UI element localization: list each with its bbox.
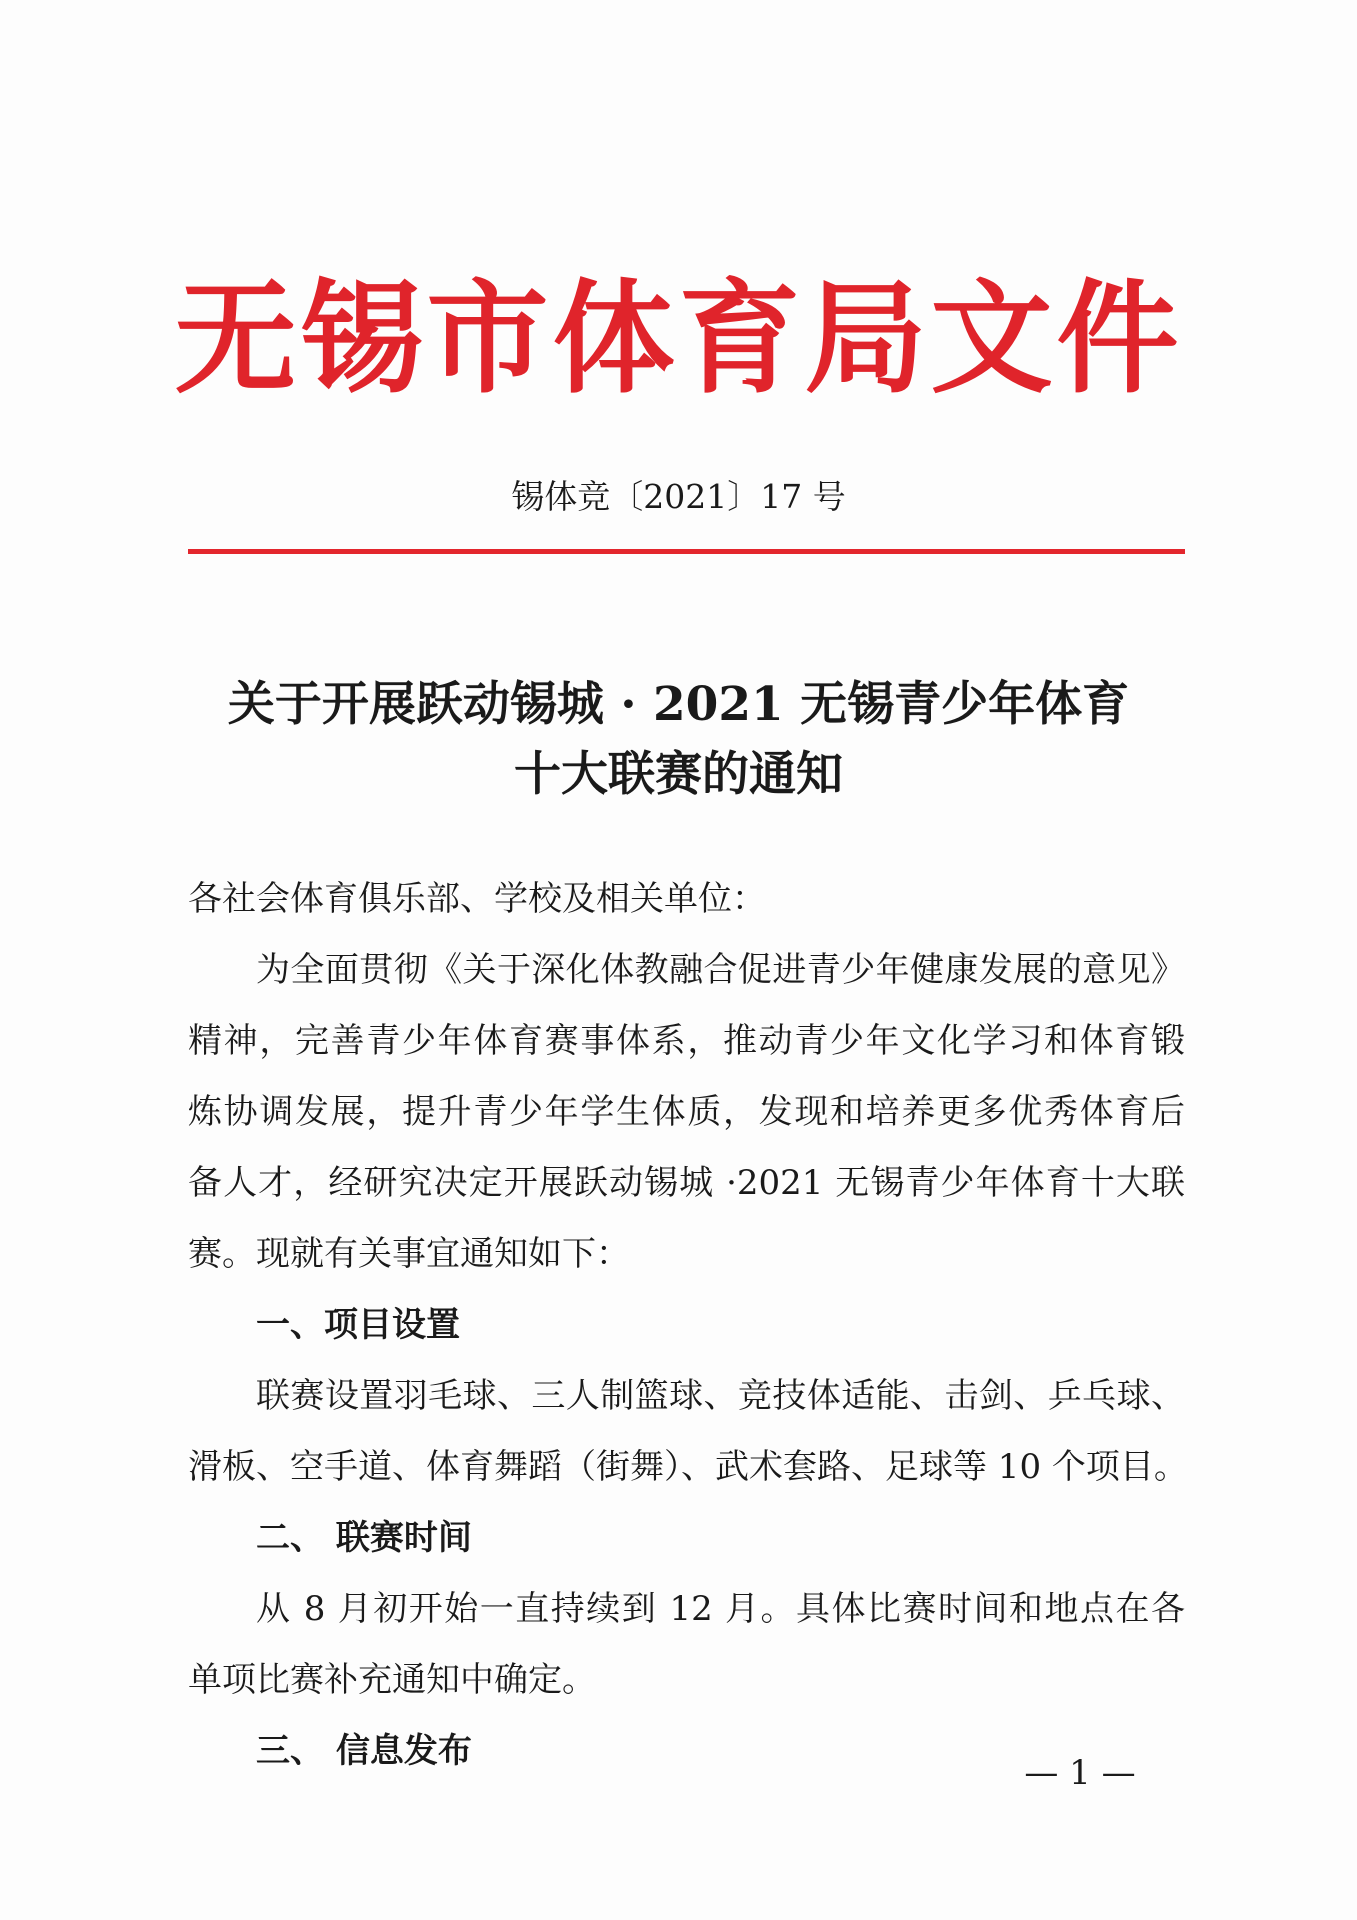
notice-title-line-2: 十大联赛的通知 [514,747,843,802]
paragraph-line: 为全面贯彻《关于深化体教融合促进青少年健康发展的意见》 [256,950,1185,990]
section-heading: 二、 联赛时间 [256,1518,472,1558]
document-number: 锡体竞〔2021〕17 号 [511,477,846,516]
paragraph-line: 炼协调发展，提升青少年学生体质，发现和培养更多优秀体育后 [188,1092,1185,1132]
paragraph-line: 赛。现就有关事宜通知如下： [188,1234,630,1274]
paragraph-line: 精神，完善青少年体育赛事体系，推动青少年文化学习和体育锻 [188,1021,1185,1061]
masthead-title: 无锡市体育局文件 [174,266,1183,410]
salutation: 各社会体育俱乐部、学校及相关单位： [188,879,766,919]
paragraph-line: 备人才，经研究决定开展跃动锡城 ·2021 无锡青少年体育十大联 [188,1163,1185,1203]
paragraph-line: 联赛设置羽毛球、三人制篮球、竞技体适能、击剑、乒乓球、 [256,1376,1185,1416]
paragraph-line: 滑板、空手道、体育舞蹈（街舞）、武术套路、足球等 10 个项目。 [188,1447,1188,1487]
section-heading: 三、 信息发布 [256,1731,472,1771]
section-heading: 一、项目设置 [256,1305,460,1345]
red-divider-line [188,549,1185,554]
notice-title-line-1: 关于开展跃动锡城 · 2021 无锡青少年体育 [227,677,1130,732]
paragraph-line: 从 8 月初开始一直持续到 12 月。具体比赛时间和地点在各 [256,1589,1185,1629]
page-number: — 1 — [1024,1753,1136,1793]
paragraph-line: 单项比赛补充通知中确定。 [188,1660,596,1700]
